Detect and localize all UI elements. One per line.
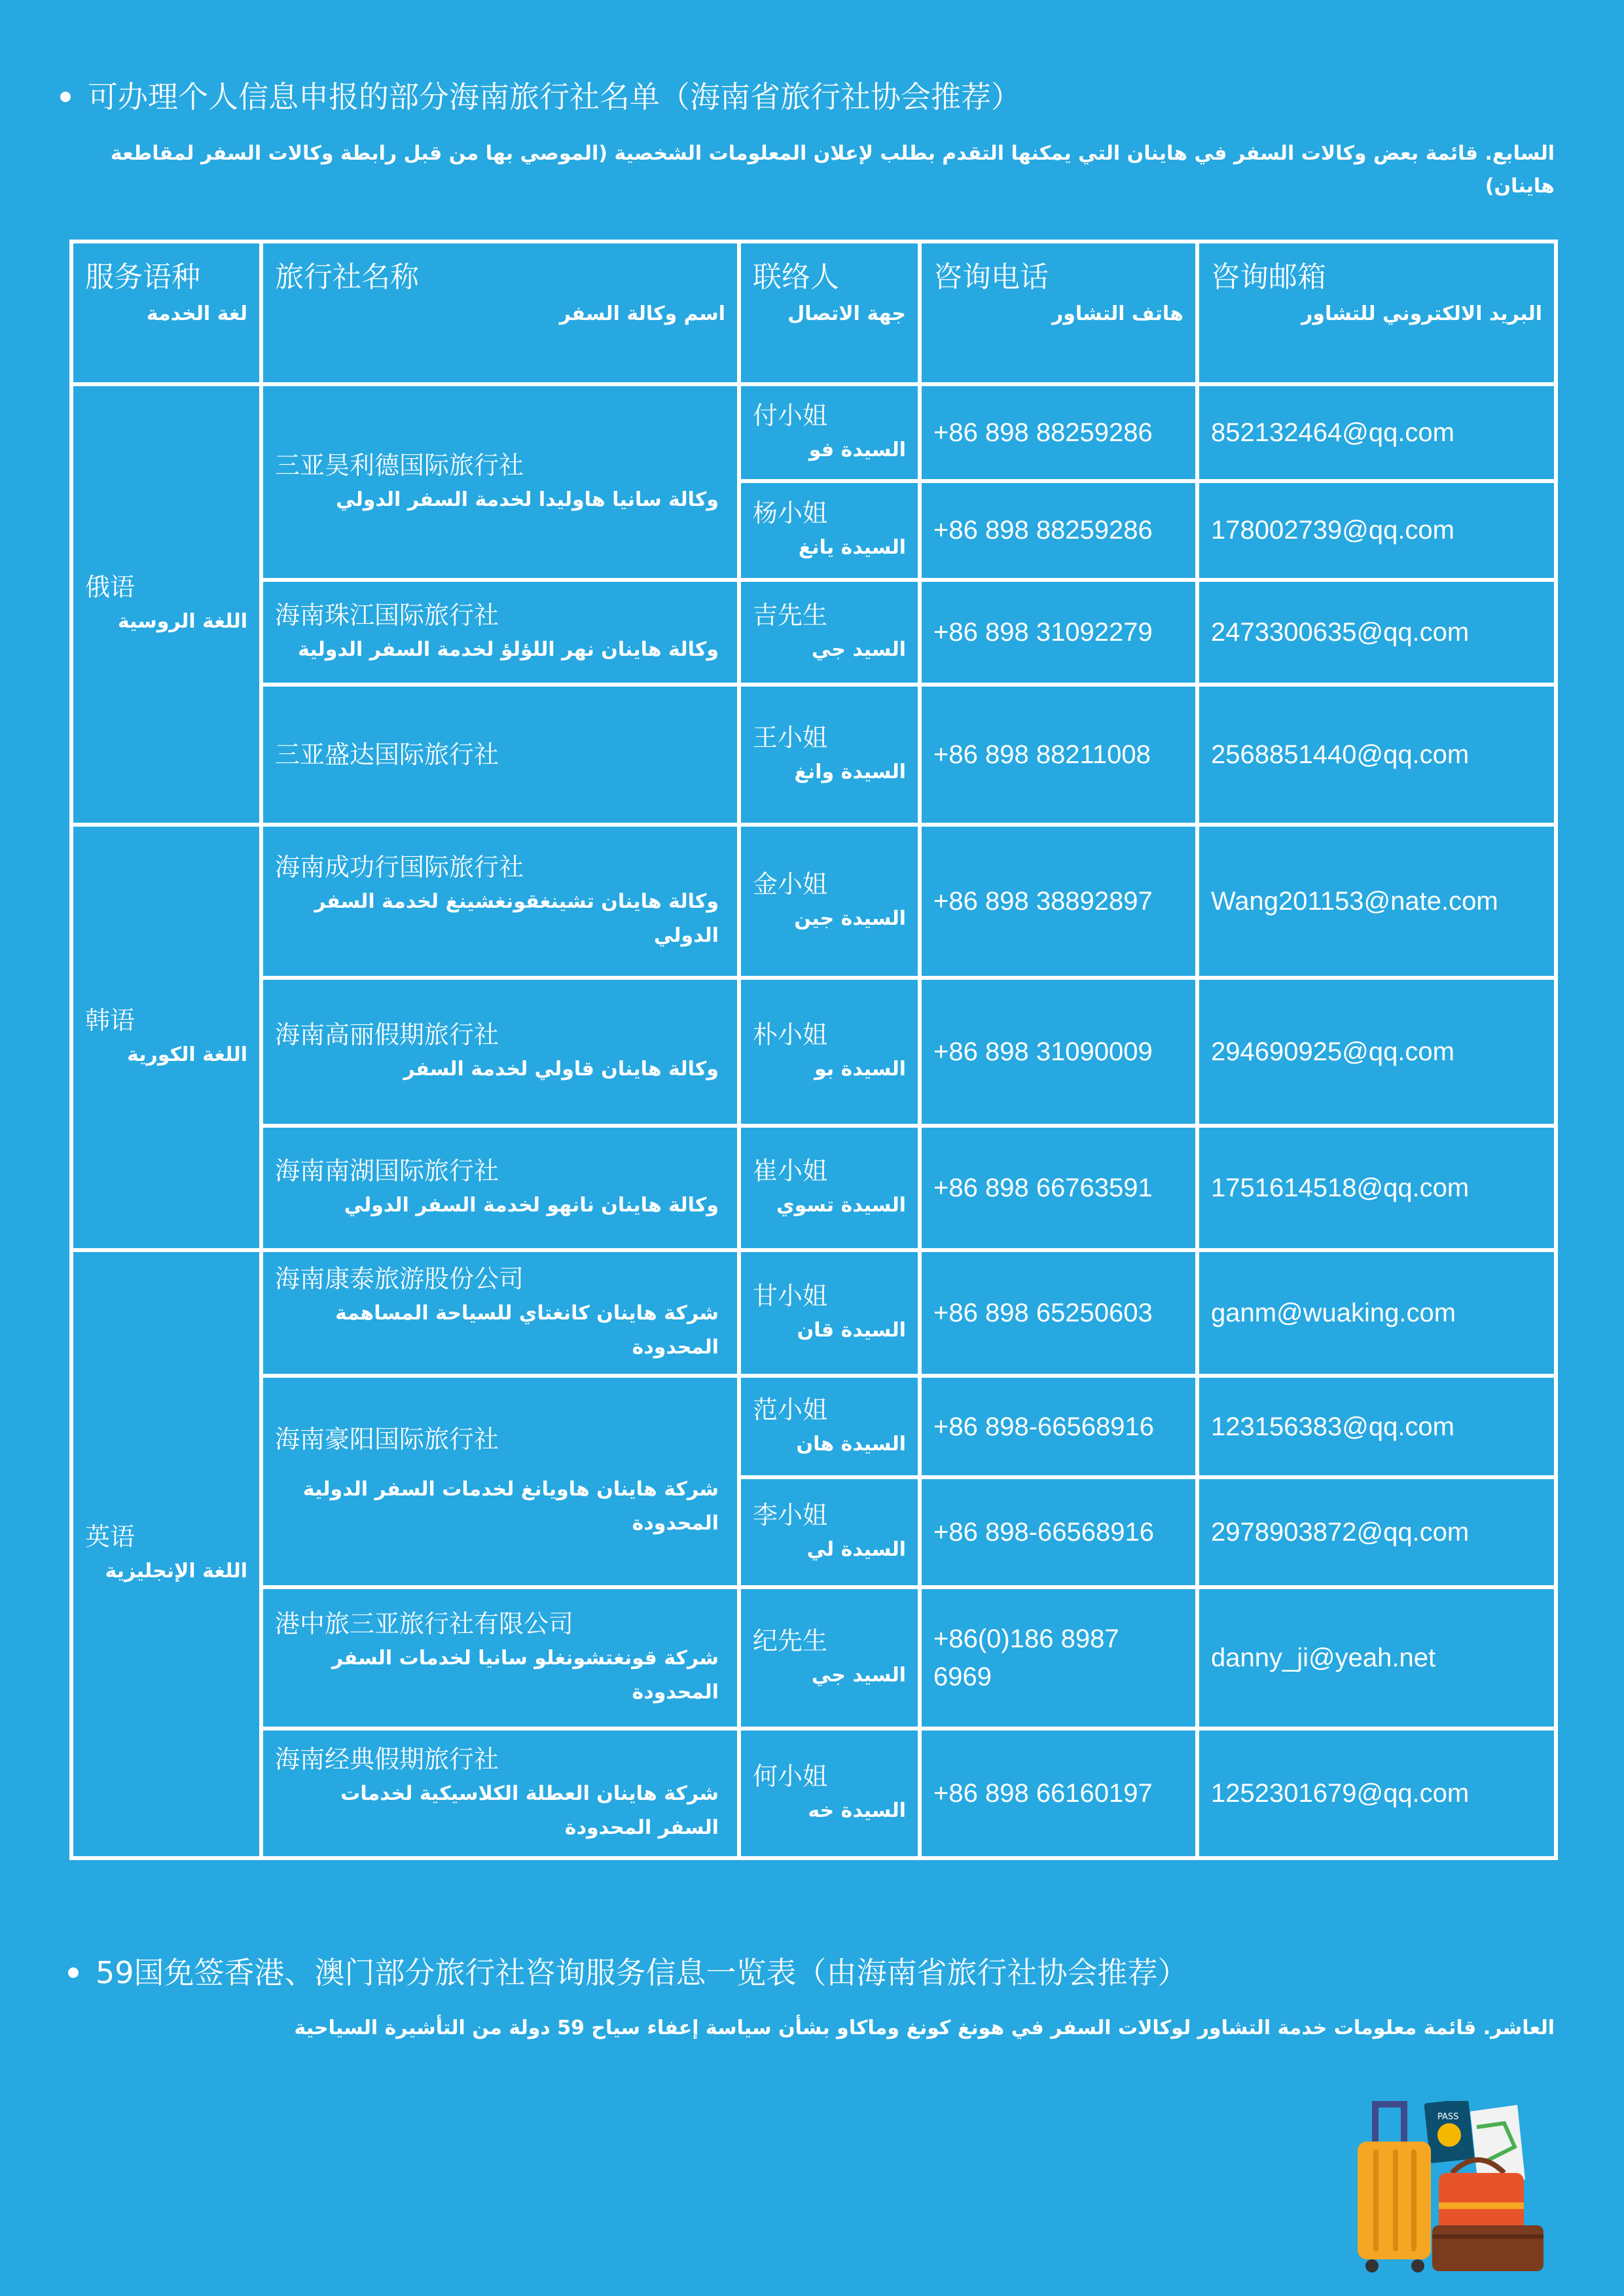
travel-agency-table xyxy=(69,240,1558,1860)
contact-cell: 甘小姐 السيدة قان xyxy=(739,1250,920,1376)
section-1-subtitle: السابع. قائمة بعض وكالات السفر في هاينان التي يمكنها التقدم بطلب لإعلان المعلومات الشخصية (الموصي بها من قبل رابطة وكالات السفر لمقاطعة هاينان) xyxy=(110,142,1555,198)
agency-cell: 三亚昊利德国际旅行社 وكالة سانيا هاوليدا لخدمة السفر الدولي xyxy=(261,384,739,580)
section-2-subtitle: العاشر. قائمة معلومات خدمة التشاور لوكالات السفر في هونغ كونغ وماكاو بشأن سياسة إعفاء سياح 59 دولة من التأشيرة السياحية xyxy=(294,2017,1555,2039)
header-phone: 咨询电话 هاتف التشاور xyxy=(920,242,1197,384)
travel-case-icon xyxy=(1432,2225,1543,2271)
bullet-icon xyxy=(60,92,71,102)
email-cell: ganm@wuaking.com xyxy=(1197,1250,1556,1376)
luggage-passport-illustration xyxy=(1354,2101,1550,2278)
table-row xyxy=(71,1729,1556,1858)
passport-label: PASS xyxy=(1437,2112,1459,2122)
language-cell-russian: 俄语 اللغة الروسية xyxy=(71,384,261,825)
email-cell: 2568851440@qq.com xyxy=(1197,685,1556,825)
agency-cell: 海南南湖国际旅行社 وكالة هاينان نانهو لخدمة السفر الدولي xyxy=(261,1126,739,1250)
phone-cell: +86 898 65250603 xyxy=(920,1250,1197,1376)
agency-cell: 海南成功行国际旅行社 وكالة هاينان تشينغقونغشينغ لخدمة السفر الدولي xyxy=(261,825,739,978)
table-row xyxy=(71,580,1556,685)
contact-cell: 何小姐 السيدة خه xyxy=(739,1729,920,1858)
contact-cell: 杨小姐 السيدة يانغ xyxy=(739,481,920,580)
email-cell: 1751614518@qq.com xyxy=(1197,1126,1556,1250)
agency-cell: 三亚盛达国际旅行社 xyxy=(261,685,739,825)
phone-cell: +86 898 38892897 xyxy=(920,825,1197,978)
phone-cell: +86 898 66763591 xyxy=(920,1126,1197,1250)
contact-cell: 朴小姐 السيدة بو xyxy=(739,978,920,1126)
agency-cell: 海南康泰旅游股份公司 شركة هاينان كانغتاي للسياحة المساهمة المحدودة xyxy=(261,1250,739,1376)
language-cell-korean: 韩语 اللغة الكورية xyxy=(71,825,261,1250)
phone-cell: +86 898 66160197 xyxy=(920,1729,1197,1858)
agency-cell: 海南高丽假期旅行社 وكالة هاينان قاولي لخدمة السفر xyxy=(261,978,739,1126)
phone-cell: +86 898 88211008 xyxy=(920,685,1197,825)
phone-cell: +86 898 31090009 xyxy=(920,978,1197,1126)
email-cell: 123156383@qq.com xyxy=(1197,1376,1556,1478)
table-row xyxy=(71,685,1556,825)
language-cell-english: 英语 اللغة الإنجليزية xyxy=(71,1250,261,1858)
phone-cell: +86 898 31092279 xyxy=(920,580,1197,685)
phone-cell: +86 898-66568916 xyxy=(920,1477,1197,1587)
table-row xyxy=(71,1587,1556,1729)
email-cell: Wang201153@nate.com xyxy=(1197,825,1556,978)
table-header-row xyxy=(71,242,1556,384)
passport-icon xyxy=(1424,2101,1474,2163)
email-cell: 2978903872@qq.com xyxy=(1197,1477,1556,1587)
table-row xyxy=(71,384,1556,480)
table-row xyxy=(71,1376,1556,1478)
phone-cell: +86 898 88259286 xyxy=(920,384,1197,480)
agency-cell: 海南经典假期旅行社 شركة هاينان العطلة الكلاسيكية لخدمات السفر المحدودة xyxy=(261,1729,739,1858)
section-2-title: 59国免签香港、澳门部分旅行社咨询服务信息一览表（由海南省旅行社协会推荐） xyxy=(96,1955,1188,1990)
agency-cell: 海南豪阳国际旅行社 شركة هاينان هاويانغ لخدمات السفر الدولية المحدودة xyxy=(261,1376,739,1587)
email-cell: danny_ji@yeah.net xyxy=(1197,1587,1556,1729)
bullet-icon xyxy=(68,1967,79,1978)
header-language: 服务语种 لغة الخدمة xyxy=(71,242,261,384)
contact-cell: 崔小姐 السيدة تسوي xyxy=(739,1126,920,1250)
suitcase-icon xyxy=(1358,2101,1431,2272)
section-2-heading xyxy=(68,1953,1188,1992)
contact-cell: 吉先生 السيد جي xyxy=(739,580,920,685)
section-1-title: 可办理个人信息申报的部分海南旅行社名单（海南省旅行社协会推荐） xyxy=(88,79,1021,115)
header-agency: 旅行社名称 اسم وكالة السفر xyxy=(261,242,739,384)
email-cell: 852132464@qq.com xyxy=(1197,384,1556,480)
header-email: 咨询邮箱 البريد الالكتروني للتشاور xyxy=(1197,242,1556,384)
table-row xyxy=(71,978,1556,1126)
section-1-heading xyxy=(60,77,1021,117)
email-cell: 1252301679@qq.com xyxy=(1197,1729,1556,1858)
agency-cell: 港中旅三亚旅行社有限公司 شركة قونغتشونغلو سانيا لخدمات السفر المحدودة xyxy=(261,1587,739,1729)
contact-cell: 付小姐 السيدة فو xyxy=(739,384,920,480)
map-icon xyxy=(1470,2105,1525,2185)
phone-cell: +86(0)186 8987 6969 xyxy=(920,1587,1197,1729)
table-row xyxy=(71,825,1556,978)
table-row xyxy=(71,1250,1556,1376)
email-cell: 294690925@qq.com xyxy=(1197,978,1556,1126)
contact-cell: 纪先生 السيد جي xyxy=(739,1587,920,1729)
contact-cell: 金小姐 السيدة جين xyxy=(739,825,920,978)
phone-cell: +86 898 88259286 xyxy=(920,481,1197,580)
contact-cell: 王小姐 السيدة وانغ xyxy=(739,685,920,825)
agency-cell: 海南珠江国际旅行社 وكالة هاينان نهر اللؤلؤ لخدمة السفر الدولية xyxy=(261,580,739,685)
email-cell: 178002739@qq.com xyxy=(1197,481,1556,580)
email-cell: 2473300635@qq.com xyxy=(1197,580,1556,685)
phone-cell: +86 898-66568916 xyxy=(920,1376,1197,1478)
header-contact: 联络人 جهة الاتصال xyxy=(739,242,920,384)
table-row xyxy=(71,1126,1556,1250)
contact-cell: 范小姐 السيدة هان xyxy=(739,1376,920,1478)
contact-cell: 李小姐 السيدة لي xyxy=(739,1477,920,1587)
